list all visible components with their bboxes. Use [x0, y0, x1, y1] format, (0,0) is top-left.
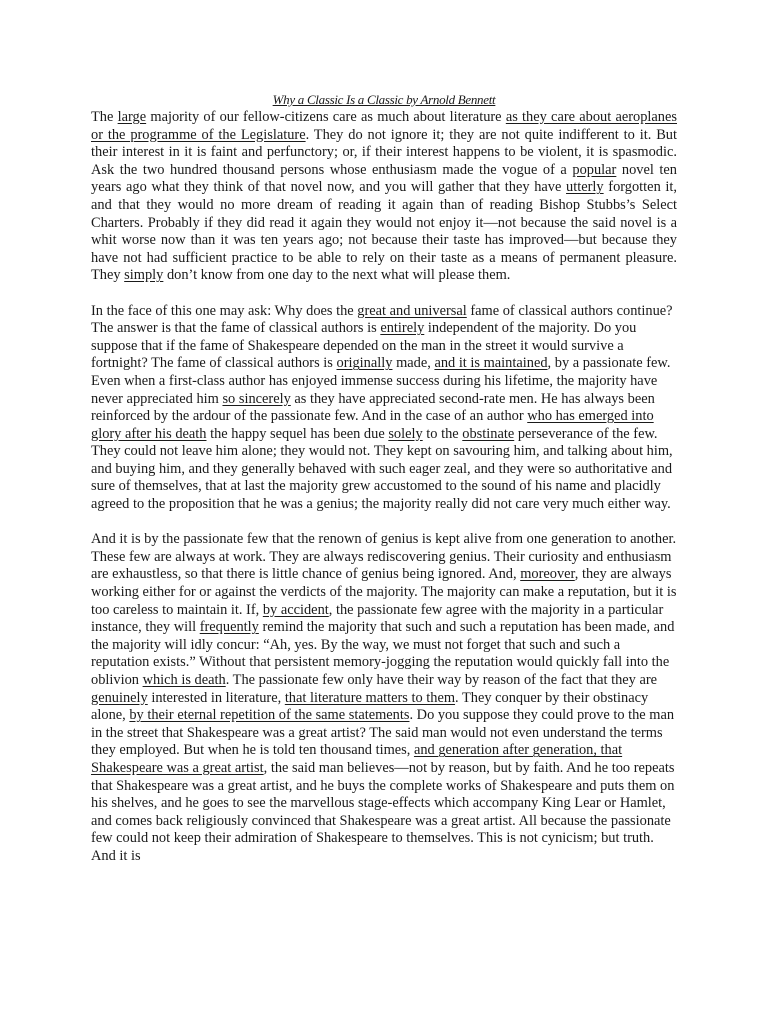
text-run: remind the majority that such and such a reputation has been made, and the majority will idly concur: “Ah, yes. By the way, we must not forget that such and such a reputation exists.” Without that persistent memory-jogging the reputation would quickly fall into the oblivion — [91, 619, 675, 688]
underlined-phrase: as they care about aeroplanes or the programme of the Legislature — [91, 109, 677, 143]
text-run: , the said man believes—not by reason, but by faith. And he too repeats that Shakespeare was a great artist, and he buys the complete works of Shakespeare and puts them on his shelves, and he goes to see the marvellous stage-effects which accompany King Lear or Hamlet, and comes back religiously convinced that Shakespeare was a great artist. All because the passionate few could not keep their admiration of Shakespeare to themselves. This is not cynicism; but truth. And it is — [91, 759, 675, 864]
text-run: . Do you suppose they could prove to the man in the street that Shakespeare was a great artist? The said man would not even understand the terms they employed. But when he is told ten thousand times, — [91, 707, 675, 759]
text-run: novel ten years ago what they think of that novel now, and you will gather that they have — [91, 161, 677, 196]
text-run: the happy sequel has been due — [206, 425, 389, 442]
paragraph-3 — [91, 531, 677, 865]
underlined-phrase: moreover — [520, 566, 575, 583]
underlined-phrase: by their eternal repetition of the same statements — [129, 707, 410, 724]
text-run: interested in literature, — [147, 689, 285, 706]
text-run: In the face of this one may ask: Why does the — [91, 302, 358, 319]
text-run: And it is by the passionate few that the renown of genius is kept alive from one generation to another. These few are always at work. They are always rediscovering genius. Their curiosity and enthusiasm are exhaustless, so that there is little chance of genius being ignored. And, — [91, 531, 677, 583]
paragraph-2 — [91, 303, 677, 514]
underlined-phrase: which is death — [142, 672, 226, 688]
underlined-phrase: frequently — [199, 619, 259, 636]
underlined-phrase: solely — [388, 425, 423, 442]
text-run: The — [91, 109, 118, 125]
underlined-phrase: so sincerely — [222, 390, 291, 407]
document-body — [91, 109, 677, 866]
underlined-phrase: obstinate — [462, 425, 515, 442]
text-run: to the — [422, 425, 463, 442]
underlined-phrase: by accident — [262, 601, 329, 618]
text-run: , by a passionate few. Even when a first-class author has enjoyed immense success during his lifetime, the majority have never appreciated him — [91, 355, 671, 407]
text-run: . They conquer by their obstinacy alone, — [91, 689, 649, 724]
text-run: as they have appreciated second-rate men. He has always been reinforced by the ardour of the passionate few. And in the case of an author — [91, 390, 655, 425]
underlined-phrase: utterly — [566, 179, 604, 196]
text-run: , they are always working either for or against the verdicts of the majority. The majority can make a reputation, but it is too careless to maintain it. If, — [91, 566, 677, 618]
text-run: perseverance of the few. They could not leave him alone; they would not. They kept on savouring him, and talking about him, and buying him, and they generally behaved with such eager zeal, and they were so authoritative and sure of themselves, that at last the majority grew accustomed to the sound of his name and placidly agreed to the proposition that he was a genius; the majority really did not care very much either way. — [91, 425, 673, 513]
underlined-phrase: entirely — [380, 320, 425, 337]
underlined-phrase: great and universal — [357, 302, 467, 319]
underlined-phrase: simply — [124, 267, 164, 284]
document-title: Why a Classic Is a Classic by Arnold Bennett — [272, 92, 496, 107]
underlined-phrase: that literature matters to them — [284, 689, 456, 706]
text-run: made, — [392, 355, 435, 372]
text-run: fame of classical authors continue? The answer is that the fame of classical authors is — [91, 302, 673, 337]
paragraph-1 — [91, 109, 677, 285]
underlined-phrase: genuinely — [91, 689, 148, 706]
text-run: . They do not ignore it; they are not quite indifferent to it. But their interest in it is faint and perfunctory; or, if their interest happens to be violent, it is spasmodic. Ask the two hundred thousand persons whose enthusiasm made the vogue of a — [91, 126, 677, 178]
underlined-phrase: originally — [336, 355, 393, 372]
text-run: independent of the majority. Do you suppose that if the fame of Shakespeare depended on the man in the street it would survive a fortnight? The fame of classical authors is — [91, 320, 637, 372]
text-run: don’t know from one day to the next what will please them. — [163, 267, 511, 284]
underlined-phrase: popular — [572, 161, 617, 178]
text-run: majority of our fellow-citizens care as much about literature — [146, 109, 506, 125]
text-run: , the passionate few agree with the majority in a particular instance, they will — [91, 601, 664, 636]
underlined-phrase: large — [117, 109, 147, 125]
text-run: . The passionate few only have their way by reason of the fact that they are — [225, 672, 658, 688]
underlined-phrase: and it is maintained — [434, 355, 548, 372]
underlined-phrase: who has emerged into glory after his death — [91, 408, 654, 442]
text-run: forgotten it, and that they would no more dream of reading it again than of reading Bishop Stubbs’s Select Charters. Probably if they did read it again they would not enjoy it—not because the said novel is a whit worse now than it was ten years ago; not because their taste has improved—but because they have not had sufficient practice to be able to rely on their taste as a means of permanent pleasure. They — [91, 179, 678, 284]
underlined-phrase: and generation after generation, that Shakespeare was a great artist — [91, 742, 623, 776]
